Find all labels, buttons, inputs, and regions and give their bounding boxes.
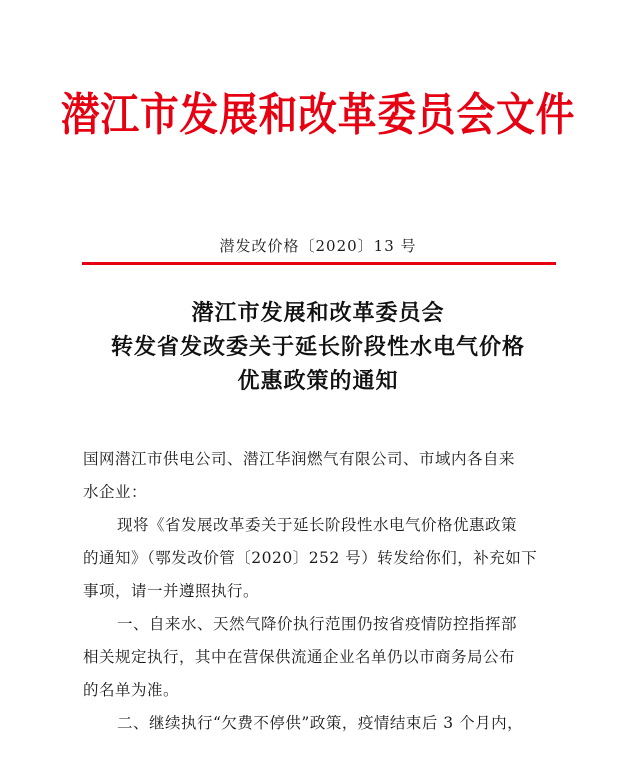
- title-line: 转发省发改委关于延长阶段性水电气价格: [110, 334, 525, 360]
- issuing-org-header: 潜江市发展和改革委员会文件: [60, 88, 576, 141]
- document-title: [0, 296, 636, 398]
- body-paragraph: [83, 608, 563, 707]
- title-line: 优惠政策的通知: [237, 368, 399, 394]
- red-divider-line: [82, 262, 556, 265]
- text-line: 一、自来水、天然气降价执行范围仍按省疫情防控指挥部: [117, 615, 518, 633]
- text-line: 事项，请一并遵照执行。: [83, 582, 260, 600]
- text-line: 的通知》（鄂发改价管〔2020〕252 号）转发给你们，补充如下: [83, 549, 538, 567]
- document-number: 潜发改价格〔2020〕13 号: [219, 237, 417, 255]
- document-body: [83, 443, 563, 740]
- text-line: 二、继续执行“欠费不停供”政策，疫情结束后 3 个月内，: [117, 714, 524, 732]
- text-line: 现将《省发展改革委关于延长阶段性水电气价格优惠政策: [117, 516, 518, 534]
- body-paragraph: [83, 707, 563, 740]
- text-line: 水企业：: [83, 483, 148, 501]
- body-paragraph: [83, 509, 563, 608]
- text-line: 的名单为准。: [83, 681, 180, 699]
- text-line: 相关规定执行，其中在营保供流通企业名单仍以市商务局公布: [83, 648, 516, 666]
- text-line: 国网潜江市供电公司、潜江华润燃气有限公司、市域内各自来: [83, 450, 516, 468]
- title-line: 潜江市发展和改革委员会: [191, 300, 445, 326]
- addressee-paragraph: [83, 443, 563, 509]
